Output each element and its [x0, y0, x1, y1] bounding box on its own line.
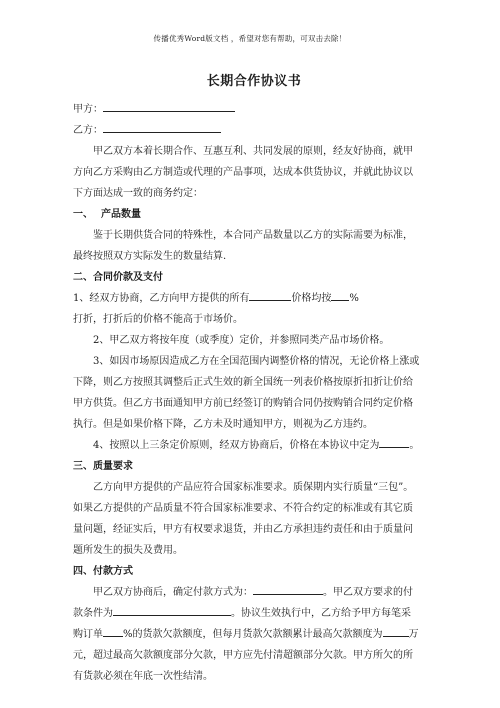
section-2-heading: 二、合同价款及支付: [73, 272, 163, 283]
section-2-clause-4: [73, 435, 435, 456]
party-b-label: 乙方：: [73, 125, 103, 136]
section-4-heading: 四、付款方式: [73, 566, 133, 577]
section-4-line: [73, 603, 435, 624]
section-2-clause-3: 甲方供货。但乙方书面通知甲方前已经签订的购销合同仍按购销合同约定价格: [73, 398, 413, 409]
section-1-number: 一、: [73, 209, 93, 220]
section-1-line: 鉴于长期供货合同的特殊性，本合同产品数量以乙方的实际需要为标准，: [93, 230, 413, 241]
payment-text: 。甲乙双方要求的付: [323, 587, 413, 598]
clause-1-text: 价格均按: [291, 293, 332, 304]
clause-4-text: 4、按照以上三条定价原则，经双方协商后，价格在本协议中定为: [93, 440, 380, 451]
section-4-line: 有货款必须在年底一次性结清。: [73, 671, 213, 682]
percent-sign: %: [349, 293, 359, 304]
section-2-clause-1: [73, 288, 435, 309]
document-page: [73, 58, 435, 687]
section-1-heading: [73, 204, 435, 225]
payment-text: 款条件为: [73, 608, 113, 619]
payment-terms-blank[interactable]: [113, 604, 231, 616]
discount-blank[interactable]: [331, 289, 349, 301]
document-title: 长期合作协议书: [206, 74, 302, 89]
product-blank[interactable]: [249, 289, 291, 301]
payment-text: 万: [408, 629, 419, 640]
section-3-heading: 三、质量要求: [73, 461, 133, 472]
section-1-title: 产品数量: [101, 209, 141, 220]
clause-1-text: 1、经双方协商，乙方向甲方提供的所有: [73, 293, 250, 304]
payment-text: %的货款欠款额度，但每月货款欠款额累计最高欠款额度为: [123, 629, 383, 640]
intro-line: 甲乙双方本着长期合作、互惠互利、共同发展的原则，经友好协商，就甲: [93, 146, 413, 157]
party-a-line: [73, 99, 435, 120]
intro-line: 下方面达成一致的商务约定：: [73, 188, 203, 199]
payment-method-blank[interactable]: [253, 583, 323, 595]
section-1-line: 最终按照双方实际发生的数量结算.: [73, 251, 227, 262]
clause-4-end: 。: [409, 440, 420, 451]
section-2-clause-3: 执行。但是如果价格下降，乙方未及时通知甲方，则视为乙方违约。: [73, 419, 373, 430]
section-3-line: 如果乙方提供的产品质量不符合国家标准要求、不符合约定的标准或有其它质: [73, 503, 413, 514]
section-2-clause-3: 下降，则乙方按照其调整后正式生效的新全国统一列表价格按原折扣折让价给: [73, 377, 413, 388]
section-2-clause-3: 3、如因市场原因造成乙方在全国范围内调整价格的情况，无论价格上涨或: [93, 356, 420, 367]
section-4-line: 元，超过最高欠款额度部分欠款，甲方应先付清超额部分欠款。甲方所欠的所: [73, 650, 413, 661]
intro-line: 方向乙方采购由乙方制造或代理的产品事项，达成本供货协议，并就此协议以: [73, 167, 413, 178]
section-3-line: 乙方向甲方提供的产品应符合国家标准要求。质保期内实行质量“三包”。: [93, 482, 414, 493]
party-a-label: 甲方：: [73, 104, 103, 115]
section-2-clause-2: 2、甲乙双方将按年度（或季度）定价，并参照同类产品市场价格。: [93, 335, 390, 346]
payment-text: 。协议生效执行中，乙方给予甲方每笔采: [231, 608, 411, 619]
section-3-line: 量问题，经证实后，甲方有权要求退货，并由乙方承担违约责任和由于质量问: [73, 524, 413, 535]
section-3-line: 题所发生的损失及费用。: [73, 545, 183, 556]
section-2-clause-1-cont: 打折，打折后的价格不能高于市场价。: [73, 314, 243, 325]
party-b-line: [73, 120, 435, 141]
payment-text: 购订单: [73, 629, 103, 640]
credit-percent-blank[interactable]: [103, 625, 123, 637]
credit-limit-blank[interactable]: [383, 625, 409, 637]
party-b-blank[interactable]: [103, 121, 221, 133]
party-a-blank[interactable]: [103, 100, 235, 112]
price-blank[interactable]: [379, 436, 409, 448]
section-4-line: [73, 582, 435, 603]
header-note: 传播优秀Word版文档 ，希望对您有帮助，可双击去除！: [153, 34, 347, 43]
section-4-line: [73, 624, 435, 645]
payment-text: 甲乙双方协商后，确定付款方式为：: [93, 587, 253, 598]
